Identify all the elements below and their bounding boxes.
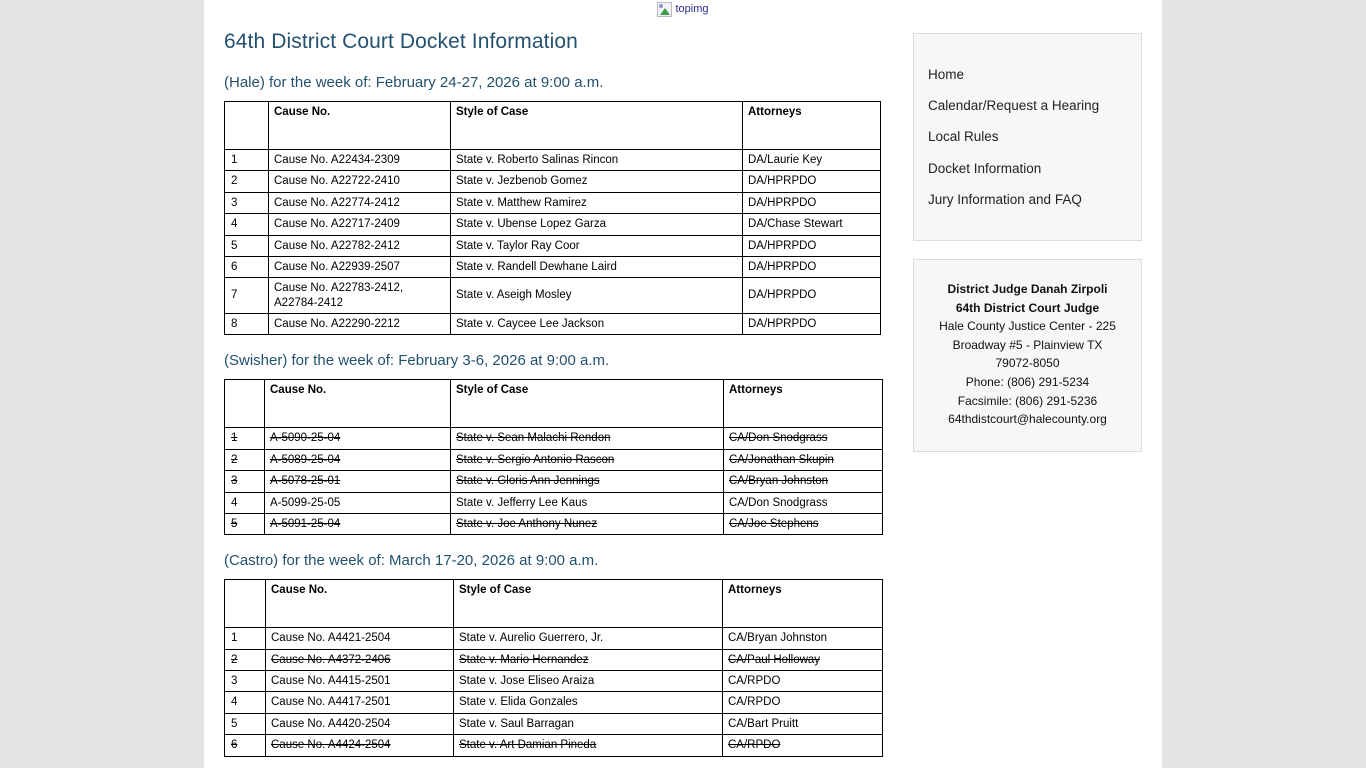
table-row bbox=[225, 214, 881, 235]
cell-cause-no: A-5078-25-01 bbox=[265, 471, 451, 492]
row-index: 2 bbox=[225, 171, 269, 192]
section-heading-swisher: (Swisher) for the week of: February 3-6, 2026 at 9:00 a.m. bbox=[224, 352, 610, 370]
table-row bbox=[225, 628, 883, 649]
table-row bbox=[225, 314, 881, 335]
column-header-attorneys: Attorneys bbox=[724, 380, 883, 428]
docket-table-swisher bbox=[224, 379, 883, 535]
phone-number: Phone: (806) 291-5234 bbox=[965, 374, 1090, 389]
row-index: 4 bbox=[225, 214, 269, 235]
cell-attorneys: CA/Bryan Johnston bbox=[723, 628, 883, 649]
cell-attorneys: DA/HPRPDO bbox=[743, 171, 881, 192]
table-header-row bbox=[225, 380, 883, 428]
cell-style-of-case: State v. Caycee Lee Jackson bbox=[451, 314, 743, 335]
address-line-2: Broadway #5 - Plainview TX bbox=[952, 337, 1103, 352]
cell-style-of-case: State v. Jose Eliseo Araiza bbox=[454, 671, 723, 692]
cell-cause-no: Cause No. A22774-2412 bbox=[269, 192, 451, 213]
row-index: 4 bbox=[225, 492, 265, 513]
cell-attorneys: CA/Don Snodgrass bbox=[724, 428, 883, 449]
cell-style-of-case: State v. Ubense Lopez Garza bbox=[451, 214, 743, 235]
table-row bbox=[225, 256, 881, 277]
row-index: 8 bbox=[225, 314, 269, 335]
sidebar-item-calendar-request-a-hearing[interactable]: Calendar/Request a Hearing bbox=[928, 98, 1100, 114]
cell-cause-no: Cause No. A4421-2504 bbox=[266, 628, 454, 649]
cell-style-of-case: State v. Sergio Antonio Rascon bbox=[451, 449, 724, 470]
table-header-row bbox=[225, 102, 881, 150]
header-banner-area bbox=[204, 0, 1162, 20]
cell-attorneys: DA/HPRPDO bbox=[743, 278, 881, 314]
cell-attorneys: CA/Don Snodgrass bbox=[724, 492, 883, 513]
cell-style-of-case: State v. Gloris Ann Jennings bbox=[451, 471, 724, 492]
broken-image-placeholder bbox=[657, 2, 708, 18]
row-index: 5 bbox=[225, 513, 265, 534]
right-sidebar bbox=[913, 33, 1142, 452]
cell-attorneys: CA/RPDO bbox=[723, 671, 883, 692]
cell-attorneys: DA/Chase Stewart bbox=[743, 214, 881, 235]
row-index: 3 bbox=[225, 192, 269, 213]
row-index: 7 bbox=[225, 278, 269, 314]
cell-style-of-case: State v. Taylor Ray Coor bbox=[451, 235, 743, 256]
table-row bbox=[225, 235, 881, 256]
email-address[interactable]: 64thdistcourt@halecounty.org bbox=[948, 412, 1107, 427]
row-index: 2 bbox=[225, 449, 265, 470]
table-row bbox=[225, 471, 883, 492]
column-header-attorneys: Attorneys bbox=[743, 102, 881, 150]
column-header-attorneys: Attorneys bbox=[723, 580, 883, 628]
cell-attorneys: CA/RPDO bbox=[723, 735, 883, 756]
table-row bbox=[225, 735, 883, 756]
column-header-index bbox=[225, 380, 265, 428]
cell-attorneys: DA/HPRPDO bbox=[743, 235, 881, 256]
judge-title: 64th District Court Judge bbox=[955, 300, 1100, 315]
cell-cause-no: Cause No. A22939-2507 bbox=[269, 256, 451, 277]
table-header-row bbox=[225, 580, 883, 628]
cell-cause-no: A-5091-25-04 bbox=[265, 513, 451, 534]
column-header-index bbox=[225, 580, 266, 628]
cell-cause-no: Cause No. A4415-2501 bbox=[266, 671, 454, 692]
cell-attorneys: CA/Paul Holloway bbox=[723, 649, 883, 670]
cell-cause-no: Cause No. A22782-2412 bbox=[269, 235, 451, 256]
cell-attorneys: DA/HPRPDO bbox=[743, 192, 881, 213]
section-heading-castro: (Castro) for the week of: March 17-20, 2026 at 9:00 a.m. bbox=[224, 552, 599, 570]
address-line-1: Hale County Justice Center - 225 bbox=[939, 319, 1116, 334]
fax-number: Facsimile: (806) 291-5236 bbox=[957, 393, 1098, 408]
address-zip: 79072-8050 bbox=[995, 356, 1060, 371]
table-row bbox=[225, 428, 883, 449]
table-row bbox=[225, 692, 883, 713]
docket-table-castro bbox=[224, 579, 883, 756]
cell-attorneys: DA/HPRPDO bbox=[743, 256, 881, 277]
cell-attorneys: CA/RPDO bbox=[723, 692, 883, 713]
cell-cause-no: Cause No. A4372-2406 bbox=[266, 649, 454, 670]
cell-style-of-case: State v. Saul Barragan bbox=[454, 713, 723, 734]
table-row bbox=[225, 449, 883, 470]
cell-attorneys: CA/Bart Pruitt bbox=[723, 713, 883, 734]
cell-cause-no: A-5090-25-04 bbox=[265, 428, 451, 449]
cell-style-of-case: State v. Art Damian Pineda bbox=[454, 735, 723, 756]
row-index: 5 bbox=[225, 713, 266, 734]
table-row bbox=[225, 492, 883, 513]
column-header-style-of-case: Style of Case bbox=[451, 102, 743, 150]
column-header-style-of-case: Style of Case bbox=[451, 380, 724, 428]
judge-info-panel bbox=[913, 259, 1142, 452]
cell-style-of-case: State v. Aurelio Guerrero, Jr. bbox=[454, 628, 723, 649]
column-header-cause-no: Cause No. bbox=[266, 580, 454, 628]
page-title: 64th District Court Docket Information bbox=[224, 30, 578, 53]
cell-attorneys: DA/Laurie Key bbox=[743, 150, 881, 171]
row-index: 1 bbox=[225, 150, 269, 171]
row-index: 2 bbox=[225, 649, 266, 670]
cell-style-of-case: State v. Matthew Ramirez bbox=[451, 192, 743, 213]
sidebar-item-jury-information-and-faq[interactable]: Jury Information and FAQ bbox=[928, 191, 1082, 207]
table-row bbox=[225, 671, 883, 692]
cell-style-of-case: State v. Roberto Salinas Rincon bbox=[451, 150, 743, 171]
section-heading-hale: (Hale) for the week of: February 24-27, 2026 at 9:00 a.m. bbox=[224, 74, 604, 91]
cell-attorneys: CA/Jonathan Skupin bbox=[724, 449, 883, 470]
cell-style-of-case: State v. Elida Gonzales bbox=[454, 692, 723, 713]
table-row bbox=[225, 649, 883, 670]
row-index: 6 bbox=[225, 256, 269, 277]
cell-style-of-case: State v. Sean Malachi Rendon bbox=[451, 428, 724, 449]
sidebar-item-local-rules[interactable]: Local Rules bbox=[928, 129, 999, 145]
row-index: 3 bbox=[225, 471, 265, 492]
cell-style-of-case: State v. Jefferry Lee Kaus bbox=[451, 492, 724, 513]
sidebar-nav-panel bbox=[913, 33, 1142, 241]
sidebar-item-home[interactable]: Home bbox=[928, 67, 965, 82]
row-index: 5 bbox=[225, 235, 269, 256]
row-index: 3 bbox=[225, 671, 266, 692]
cell-cause-no: Cause No. A22783-2412, A22784-2412 bbox=[269, 278, 451, 314]
row-index: 4 bbox=[225, 692, 266, 713]
cell-attorneys: DA/HPRPDO bbox=[743, 314, 881, 335]
cell-cause-no: Cause No. A22717-2409 bbox=[269, 214, 451, 235]
judge-name: District Judge Danah Zirpoli bbox=[947, 281, 1108, 296]
cell-style-of-case: State v. Joe Anthony Nunez bbox=[451, 513, 724, 534]
column-header-style-of-case: Style of Case bbox=[454, 580, 723, 628]
table-row bbox=[225, 192, 881, 213]
cell-attorneys: CA/Bryan Johnston bbox=[724, 471, 883, 492]
docket-table-hale bbox=[224, 101, 881, 335]
cell-style-of-case: State v. Aseigh Mosley bbox=[451, 278, 743, 314]
broken-image-icon bbox=[657, 2, 672, 17]
table-row bbox=[225, 150, 881, 171]
column-header-cause-no: Cause No. bbox=[265, 380, 451, 428]
cell-cause-no: Cause No. A4420-2504 bbox=[266, 713, 454, 734]
sidebar-item-docket-information[interactable]: Docket Information bbox=[928, 160, 1042, 176]
table-row bbox=[225, 713, 883, 734]
table-row bbox=[225, 278, 881, 314]
page-container bbox=[204, 0, 1162, 768]
row-index: 1 bbox=[225, 628, 266, 649]
cell-cause-no: Cause No. A22434-2309 bbox=[269, 150, 451, 171]
cell-attorneys: CA/Joe Stephens bbox=[724, 513, 883, 534]
cell-cause-no: A-5089-25-04 bbox=[265, 449, 451, 470]
column-header-index bbox=[225, 102, 269, 150]
docket-content bbox=[224, 30, 894, 757]
table-row bbox=[225, 171, 881, 192]
column-header-cause-no: Cause No. bbox=[269, 102, 451, 150]
cell-cause-no: A-5099-25-05 bbox=[265, 492, 451, 513]
row-index: 6 bbox=[225, 735, 266, 756]
cell-cause-no: Cause No. A4424-2504 bbox=[266, 735, 454, 756]
cell-style-of-case: State v. Randell Dewhane Laird bbox=[451, 256, 743, 277]
broken-image-alt-text: topimg bbox=[675, 3, 709, 15]
cell-style-of-case: State v. Jezbenob Gomez bbox=[451, 171, 743, 192]
row-index: 1 bbox=[225, 428, 265, 449]
cell-cause-no: Cause No. A22290-2212 bbox=[269, 314, 451, 335]
cell-style-of-case: State v. Mario Hernandez bbox=[454, 649, 723, 670]
cell-cause-no: Cause No. A22722-2410 bbox=[269, 171, 451, 192]
table-row bbox=[225, 513, 883, 534]
cell-cause-no: Cause No. A4417-2501 bbox=[266, 692, 454, 713]
